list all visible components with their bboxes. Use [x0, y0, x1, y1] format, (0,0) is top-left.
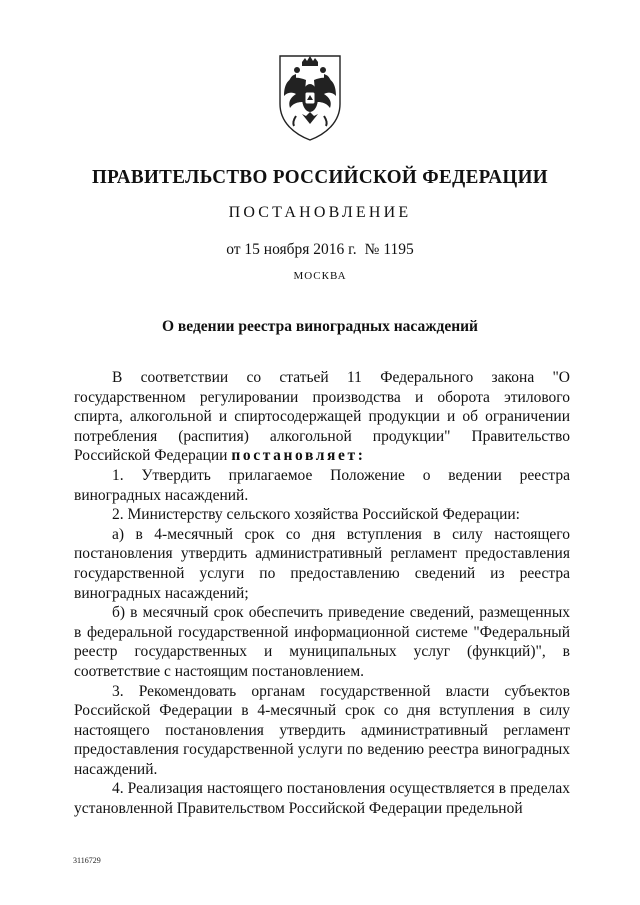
paragraph-3: 3. Рекомендовать органам государственной власти субъектов Российской Федерации в 4-месячный срок со дня вступления в силу настоящего постановления утвердить административный регламент предоставления государственной услуги по ведению реестра виноградных насаждений.: [74, 682, 570, 778]
document-number: № 1195: [364, 241, 414, 258]
preamble-text: В соответствии со статьей 11 Федерального закона "О государственном регулировании производства и оборота этилового спирта, алкогольной и спиртосодержащей продукции и об ограничении потребления (распития) алкогольной продукции" Правительство Российской Федерации: [74, 369, 570, 465]
preamble-paragraph: [74, 368, 570, 466]
paragraph-2b: б) в месячный срок обеспечить приведение сведений, размещенных в федеральной государственной информационной системе "Федеральный реестр государственных и муниципальных услуг (функций)", в соответствие с настоящим постановлением.: [74, 604, 570, 680]
date-number-line: [0, 241, 640, 259]
document-body: [74, 368, 570, 819]
government-name: ПРАВИТЕЛЬСТВО РОССИЙСКОЙ ФЕДЕРАЦИИ: [91, 166, 549, 188]
coat-of-arms-emblem: [272, 52, 348, 144]
resolves-word: постановляет:: [231, 447, 366, 465]
footer-code: 3116729: [73, 856, 101, 865]
paragraph-1: 1. Утвердить прилагаемое Положение о ведении реестра виноградных насаждений.: [74, 466, 570, 504]
document-type: ПОСТАНОВЛЕНИЕ: [228, 204, 412, 221]
document-date: от 15 ноября 2016 г.: [226, 241, 357, 258]
paragraph-2: 2. Министерству сельского хозяйства Российской Федерации:: [112, 506, 520, 524]
paragraph-2a: а) в 4-месячный срок со дня вступления в силу настоящего постановления утвердить административный регламент предоставления государственной услуги по предоставлению сведений из реестра виноградных насаждений;: [74, 525, 570, 602]
document-title: О ведении реестра виноградных насаждений: [161, 318, 478, 335]
paragraph-4: 4. Реализация настоящего постановления осуществляется в пределах установленной Правительством Российской Федерации предельной: [74, 780, 570, 818]
city: МОСКВА: [293, 270, 347, 282]
